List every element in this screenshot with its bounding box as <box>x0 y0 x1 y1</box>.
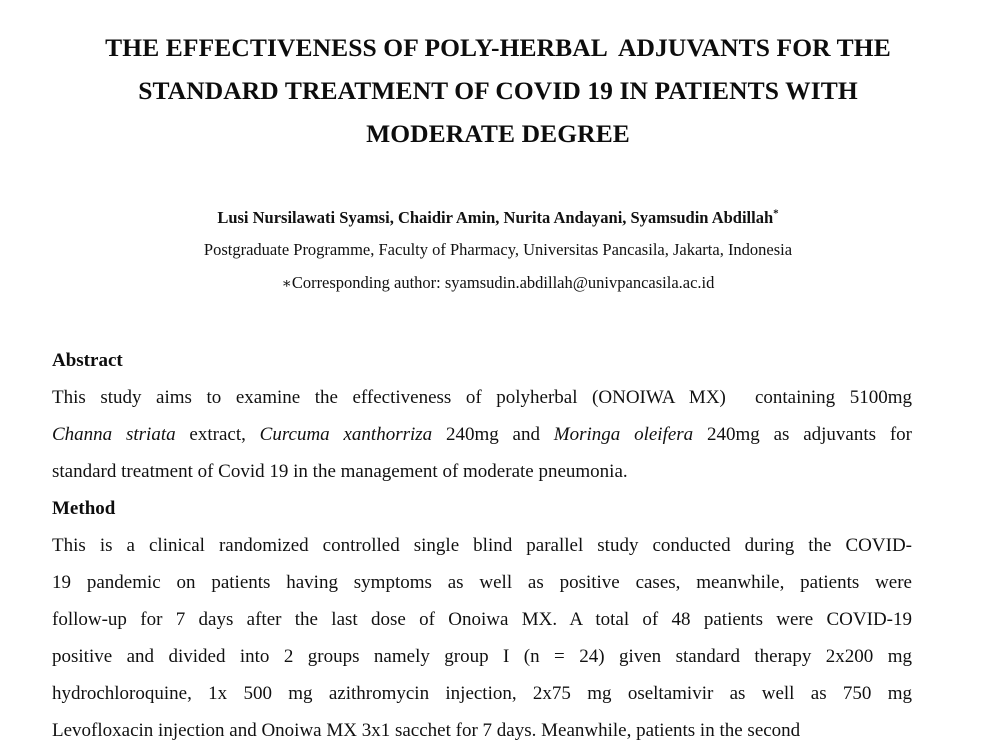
corresponding-author-line <box>0 266 996 301</box>
method-heading: Method <box>52 498 116 519</box>
abstract-paragraph <box>52 379 912 490</box>
paper-title <box>0 0 996 155</box>
title-line-3: MODERATE DEGREE <box>366 119 630 148</box>
section-abstract <box>52 342 912 490</box>
affiliation: Postgraduate Programme, Faculty of Pharmacy, Universitas Pancasila, Jakarta, Indonesia <box>203 240 793 259</box>
title-line-1: THE EFFECTIVENESS OF POLY-HERBAL ADJUVANTS FOR THE <box>105 33 891 62</box>
text-run: This is a clinical randomized controlled single blind parallel study conducted during the COVID- <box>52 535 912 556</box>
asterisk-icon: ∗ <box>281 276 292 292</box>
text-line <box>52 379 912 416</box>
text-run: Levofloxacin injection and Onoiwa MX 3x1 sacchet for 7 days. Meanwhile, patients in the second <box>52 720 801 741</box>
text-run: This study aims to examine the effectiveness of polyherbal (ONOIWA MX) containing 5100mg <box>52 387 912 408</box>
text-line <box>52 527 912 564</box>
text-line <box>52 564 912 601</box>
text-line <box>52 601 912 638</box>
author-block <box>0 202 996 301</box>
text-run: positive and divided into 2 groups namely group I (n = 24) given standard therapy 2x200 mg <box>52 646 912 667</box>
corresponding-author-marker: * <box>773 207 779 220</box>
authors-names: Lusi Nursilawati Syamsi, Chaidir Amin, Nurita Andayani, Syamsudin Abdillah <box>217 208 774 227</box>
text-line <box>52 453 912 490</box>
text-run: 240mg and <box>432 424 554 445</box>
text-line <box>52 638 912 675</box>
authors-list <box>0 202 996 233</box>
text-run: hydrochloroquine, 1x 500 mg azithromycin injection, 2x75 mg oseltamivir as well as 750 mg <box>52 683 912 704</box>
text-line <box>52 416 912 453</box>
abstract-heading: Abstract <box>52 350 123 371</box>
text-run: 240mg as adjuvants for <box>693 424 912 445</box>
text-line <box>52 675 912 712</box>
method-paragraph <box>52 527 912 749</box>
title-line-2: STANDARD TREATMENT OF COVID 19 IN PATIENTS WITH <box>138 76 858 105</box>
corresponding-author-email: Corresponding author: syamsudin.abdillah@univpancasila.ac.id <box>291 273 715 292</box>
species-name: Curcuma xanthorriza <box>259 424 433 445</box>
text-run: extract, <box>175 424 260 445</box>
text-run: standard treatment of Covid 19 in the management of moderate pneumonia. <box>52 461 628 482</box>
text-run: follow-up for 7 days after the last dose of Onoiwa MX. A total of 48 patients were COVID-19 <box>52 609 912 630</box>
section-method <box>52 490 912 749</box>
species-name: Moringa oleifera <box>553 424 694 445</box>
species-name: Channa striata <box>52 424 176 445</box>
document-body <box>0 301 996 749</box>
text-line <box>52 712 912 749</box>
text-run: 19 pandemic on patients having symptoms as well as positive cases, meanwhile, patients were <box>52 572 912 593</box>
